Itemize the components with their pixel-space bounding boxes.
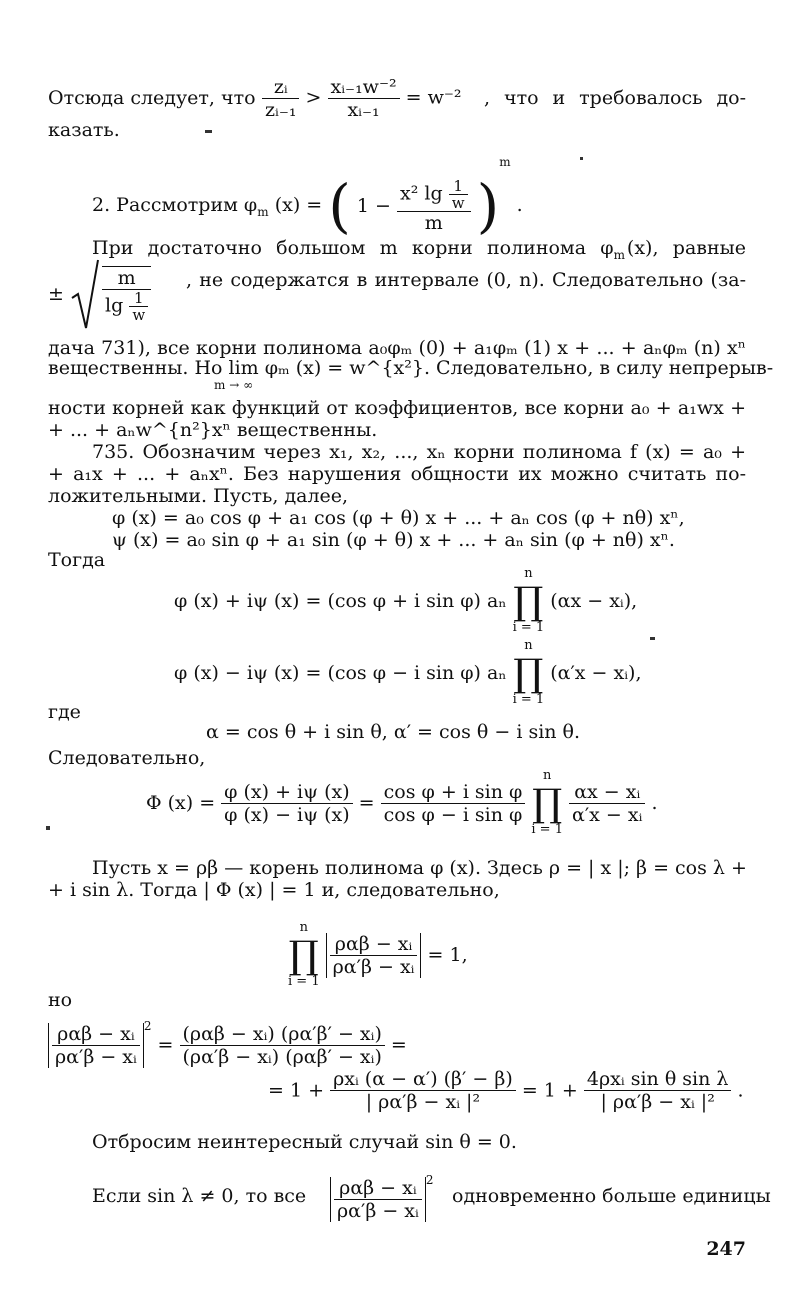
denominator <box>102 290 151 323</box>
radical-formula <box>48 258 151 330</box>
denominator: ρα′β − xᵢ <box>332 955 415 978</box>
text-line <box>92 856 746 880</box>
text-line <box>48 418 377 442</box>
fraction <box>449 178 468 211</box>
text-span: Тогда <box>48 549 106 571</box>
numerator: zᵢ <box>262 76 299 99</box>
numerator: m <box>102 267 151 290</box>
print-speck <box>650 637 655 640</box>
text-span: (αx − xᵢ), <box>550 590 638 612</box>
exponent: 2 <box>143 1019 152 1033</box>
denominator: w <box>132 305 146 324</box>
lower-limit: i = 1 <box>512 692 545 707</box>
formula-line <box>206 720 580 744</box>
phi-m-definition: 2. Рассмотрим $\varphi_m$ (x) = ( 1 − x² lg $\frac{1}{w}$ m )$^m$ . <box>92 155 523 240</box>
denominator: xᵢ₋₁ <box>347 99 380 121</box>
print-speck <box>205 130 212 133</box>
denominator: m <box>424 212 443 234</box>
text-span: = 1 + <box>268 1079 325 1102</box>
text-span: ψ (x) = a₀ sin φ + a₁ sin (φ + θ) x + ... + aₙ sin (φ + nθ) xⁿ. <box>112 529 675 551</box>
text-span: . <box>737 1079 744 1102</box>
page-number: 247 <box>706 1238 746 1260</box>
denominator: ρα′β − xᵢ <box>337 1199 419 1222</box>
fraction <box>569 781 645 826</box>
text-span: Пусть x = ρβ — корень полинома φ (x). Здесь ρ = | x |; β = cos λ + <box>92 857 747 879</box>
operator: > <box>305 86 322 109</box>
text-line <box>48 548 105 572</box>
upper-limit: n <box>299 920 308 935</box>
text-span: 735. Обозначим через x₁, x₂, ..., xₙ корни полинома f (x) = a₀ + <box>92 441 746 463</box>
lower-limit: i = 1 <box>512 620 545 635</box>
product-operator <box>288 920 320 990</box>
text-span: одновременно больше единицы <box>452 1185 771 1207</box>
numerator: αx − xᵢ <box>569 781 645 804</box>
text-span: вещественны. Но lim φₘ (x) = w^{x²}. Следовательно, в силу непрерыв- <box>48 357 774 379</box>
numerator: φ (x) + iψ (x) <box>221 781 352 804</box>
numerator: cos φ + i sin φ <box>381 781 526 804</box>
text-span: При достаточно большом m корни полинома φ <box>92 237 614 259</box>
numerator: 1 <box>449 178 468 195</box>
text-line <box>484 86 746 110</box>
numerator: ραβ − xᵢ <box>330 933 418 956</box>
text-span: . <box>516 194 523 216</box>
text-span: (x) = <box>274 194 323 216</box>
text-line <box>48 988 72 1012</box>
text-line <box>48 700 81 724</box>
exponent: 2 <box>425 1173 434 1187</box>
fraction <box>330 933 418 978</box>
text-line <box>92 236 746 267</box>
numerator: 4ρxᵢ sin θ sin λ <box>584 1068 732 1091</box>
absolute-value <box>330 1177 426 1222</box>
text-line <box>48 878 500 902</box>
text-line <box>452 1184 771 1208</box>
text-span: При достаточно большом m корни полинома $\varphi_m$ (x), равные <box>92 237 746 262</box>
lower-limit: i = 1 <box>531 822 563 837</box>
fraction <box>129 290 148 323</box>
text-span: ности корней как функций от коэффициентов, все корни a₀ + a₁wx + <box>48 397 746 419</box>
text-span: Φ (x) = <box>146 792 216 814</box>
numerator: ραβ − xᵢ <box>334 1177 422 1200</box>
fraction <box>221 781 352 826</box>
absolute-value <box>326 933 422 978</box>
denominator: φ (x) − iψ (x) <box>224 803 350 826</box>
upper-limit: n <box>524 566 533 581</box>
squared-ratio-formula <box>48 1014 407 1068</box>
fraction <box>180 1023 385 1068</box>
numerator <box>397 178 471 212</box>
text-span: Если sin λ ≠ 0, то все <box>92 1185 307 1207</box>
text-line <box>48 746 205 770</box>
denominator: α′x − xᵢ <box>572 803 643 826</box>
lower-limit: i = 1 <box>288 974 320 989</box>
text-span: = 1, <box>427 944 468 966</box>
text-span: (α′x − xᵢ), <box>550 662 642 684</box>
text-line <box>92 1184 306 1208</box>
text-line <box>48 396 746 420</box>
denominator: (ρα′β − xᵢ) (ραβ′ − xᵢ) <box>182 1045 382 1068</box>
product-formula <box>174 638 642 708</box>
text-span: + ... + aₙw^{n²}xⁿ вещественны. <box>48 419 378 441</box>
text-line <box>186 268 746 292</box>
text-span: φ (x) + iψ (x) = (cos φ + i sin φ) aₙ <box>174 590 507 612</box>
text-line <box>48 86 256 110</box>
text-line <box>48 484 348 508</box>
text-span: казать. <box>48 119 120 141</box>
text-line <box>92 1130 517 1154</box>
text-span: ± <box>48 283 64 305</box>
text-span: дача 731), все корни полинома a₀φₘ (0) + a₁φₘ (1) x + ... + aₙφₘ (n) xⁿ <box>48 337 746 359</box>
numerator: ραβ − xᵢ <box>52 1023 140 1046</box>
fraction <box>262 76 299 121</box>
fraction <box>102 266 151 323</box>
text-span: + a₁x + ... + aₙxⁿ. Без нарушения общности их можно считать по- <box>48 463 746 485</box>
numerator: 1 <box>129 290 148 307</box>
limit-subscript <box>214 378 253 392</box>
text-span: , не содержатся в интервале (0, n). Следовательно (за- <box>186 269 746 291</box>
text-span: где <box>48 701 81 723</box>
inequality-formula <box>262 76 462 121</box>
text-span: ложительными. Пусть, далее, <box>48 485 349 507</box>
expansion-formula <box>268 1068 744 1113</box>
text-span: . <box>651 792 658 814</box>
abs-squared-formula <box>330 1168 433 1222</box>
denominator: ρα′β − xᵢ <box>55 1045 137 1068</box>
upper-limit: n <box>543 768 552 783</box>
text-line <box>48 118 120 142</box>
product-operator <box>513 566 545 636</box>
product-symbol: ∏ <box>513 651 544 695</box>
fraction <box>330 1068 516 1113</box>
text-span: x² lg <box>400 182 443 205</box>
text-line <box>48 356 774 380</box>
fraction <box>397 178 471 234</box>
text-span: Отбросим неинтересный случай sin θ = 0. <box>92 1131 517 1153</box>
absolute-value <box>48 1023 144 1068</box>
print-speck <box>46 826 50 830</box>
numerator: ρxᵢ (α − α′) (β′ − β) <box>330 1068 516 1091</box>
product-symbol: ∏ <box>513 579 544 623</box>
operator: = <box>390 1034 407 1056</box>
text-span: + i sin λ. Тогда | Φ (x) | = 1 и, следовательно, <box>48 879 500 901</box>
exponent: m <box>499 155 511 169</box>
text-span: φ (x) − iψ (x) = (cos φ − i sin φ) aₙ <box>174 662 507 684</box>
product-symbol: ∏ <box>288 933 319 977</box>
numerator: xᵢ₋₁w⁻² <box>328 76 400 99</box>
denominator: | ρα′β − xᵢ |² <box>600 1091 715 1113</box>
text-span: lg <box>105 294 124 316</box>
text-span: m → ∞ <box>214 378 254 392</box>
text-line <box>92 440 746 464</box>
operator: = <box>358 792 375 814</box>
text-span: 2. Рассмотрим φ <box>92 194 258 216</box>
fraction <box>584 1068 732 1113</box>
fraction <box>328 76 400 121</box>
denominator: | ρα′β − xᵢ |² <box>365 1091 481 1113</box>
text-span: , что и требовалось до- <box>484 87 746 109</box>
denominator: w <box>451 194 465 212</box>
radical-sign <box>70 258 100 330</box>
text-span: Следовательно, <box>48 747 206 769</box>
text-span: = 1 + <box>521 1079 578 1102</box>
text-span: Отсюда следует, что <box>48 87 256 109</box>
fraction <box>52 1023 140 1068</box>
product-formula <box>174 566 637 636</box>
denominator: zᵢ₋₁ <box>265 99 297 121</box>
formula-line <box>112 506 685 530</box>
print-speck <box>580 157 583 160</box>
operator: = <box>157 1034 174 1056</box>
text-span: но <box>48 989 73 1011</box>
numerator: (ραβ − xᵢ) (ρα′β′ − xᵢ) <box>180 1023 385 1046</box>
product-symbol: ∏ <box>532 781 563 825</box>
text-span: (x), равные <box>626 237 746 259</box>
operator: = w⁻² <box>405 86 462 109</box>
text-span: 1 − <box>356 195 391 217</box>
denominator: cos φ − i sin φ <box>383 803 523 826</box>
product-abs-formula <box>288 920 468 990</box>
fraction <box>381 781 526 826</box>
text-span: α = cos θ + i sin θ, α′ = cos θ − i sin θ. <box>206 721 581 743</box>
product-operator <box>513 638 545 708</box>
text-line <box>48 462 746 486</box>
formula-line <box>112 528 675 552</box>
text-span: φ (x) = a₀ cos φ + a₁ cos (φ + θ) x + ... + aₙ cos (φ + nθ) xⁿ, <box>112 507 685 529</box>
capital-phi-formula <box>146 768 658 838</box>
product-operator <box>531 768 563 838</box>
upper-limit: n <box>524 638 533 653</box>
fraction <box>334 1177 422 1222</box>
